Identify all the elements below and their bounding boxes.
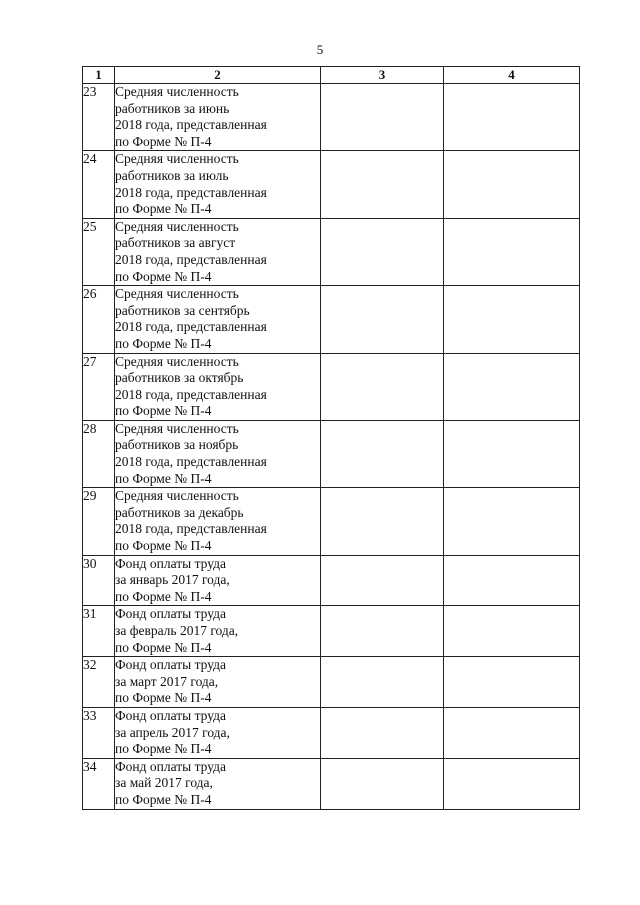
description-line: за февраль 2017 года, (115, 623, 239, 638)
row-description (115, 606, 321, 657)
cell-col-3 (321, 151, 444, 218)
description-line: работников за декабрь (115, 504, 244, 520)
description-line: работников за ноябрь (115, 437, 239, 453)
table-row (83, 657, 580, 708)
cell-col-3 (321, 758, 444, 809)
cell-col-4 (444, 218, 580, 285)
cell-col-4 (444, 488, 580, 555)
table-row (83, 488, 580, 555)
description-line: по Форме № П-4 (115, 133, 212, 149)
description-line: Фонд оплаты труда (115, 555, 226, 571)
cell-col-3 (321, 353, 444, 420)
description-line: работников за июнь (115, 100, 230, 116)
description-line: Фонд оплаты труда (115, 657, 226, 673)
row-number: 30 (83, 555, 115, 606)
description-line: по Форме № П-4 (115, 201, 212, 217)
table-row (83, 286, 580, 353)
description-line: за январь 2017 года, (115, 572, 230, 588)
table-row (83, 758, 580, 809)
description-line: по Форме № П-4 (115, 791, 212, 807)
cell-col-4 (444, 606, 580, 657)
description-line: 2018 года, представленная (115, 319, 267, 335)
cell-col-3 (321, 488, 444, 555)
row-description (115, 151, 321, 218)
cell-col-4 (444, 420, 580, 487)
description-line: работников за сентябрь (115, 302, 250, 318)
description-line: Средняя численность (115, 151, 239, 167)
row-description (115, 218, 321, 285)
cell-col-3 (321, 84, 444, 151)
row-number: 34 (83, 758, 115, 809)
description-line: 2018 года, представленная (115, 454, 267, 470)
description-line: по Форме № П-4 (115, 335, 212, 351)
description-line: Средняя численность (115, 84, 239, 99)
table-row (83, 606, 580, 657)
table-body (83, 84, 580, 810)
cell-col-3 (321, 707, 444, 758)
description-line: работников за июль (115, 167, 229, 183)
cell-col-4 (444, 84, 580, 151)
description-line: за апрель 2017 года, (115, 724, 230, 740)
description-line: Фонд оплаты труда (115, 707, 226, 723)
description-line: 2018 года, представленная (115, 117, 267, 133)
description-line: Средняя численность (115, 218, 239, 234)
row-number: 29 (83, 488, 115, 555)
description-line: за май 2017 года, (115, 775, 213, 791)
row-description (115, 657, 321, 708)
table-row (83, 151, 580, 218)
row-description (115, 286, 321, 353)
cell-col-4 (444, 555, 580, 606)
description-line: 2018 года, представленная (115, 184, 267, 200)
cell-col-3 (321, 286, 444, 353)
row-number: 28 (83, 420, 115, 487)
description-line: за март 2017 года, (115, 673, 219, 689)
cell-col-3 (321, 420, 444, 487)
row-number: 32 (83, 657, 115, 708)
description-line: 2018 года, представленная (115, 251, 267, 267)
description-line: Средняя численность (115, 420, 239, 436)
row-description (115, 758, 321, 809)
header-col-1: 1 (83, 67, 115, 84)
cell-col-4 (444, 657, 580, 708)
row-number: 25 (83, 218, 115, 285)
description-line: 2018 года, представленная (115, 386, 267, 402)
cell-col-4 (444, 758, 580, 809)
description-line: 2018 года, представленная (115, 521, 267, 537)
row-description (115, 707, 321, 758)
description-line: по Форме № П-4 (115, 470, 212, 486)
table-row (83, 353, 580, 420)
page-number: 5 (316, 42, 324, 57)
table-row (83, 420, 580, 487)
cell-col-3 (321, 555, 444, 606)
table-header-row (83, 67, 580, 84)
row-description (115, 420, 321, 487)
row-number: 33 (83, 707, 115, 758)
table-row (83, 707, 580, 758)
table-row (83, 218, 580, 285)
description-line: по Форме № П-4 (115, 588, 212, 604)
description-line: Средняя численность (115, 286, 239, 302)
cell-col-3 (321, 606, 444, 657)
description-line: работников за август (115, 235, 236, 251)
description-line: по Форме № П-4 (115, 690, 212, 706)
description-line: Фонд оплаты труда (115, 758, 226, 774)
header-col-2: 2 (115, 67, 321, 84)
row-number: 23 (83, 84, 115, 151)
row-description (115, 353, 321, 420)
row-number: 26 (83, 286, 115, 353)
description-line: по Форме № П-4 (115, 403, 212, 419)
description-line: Средняя численность (115, 353, 239, 369)
description-line: по Форме № П-4 (115, 538, 212, 554)
cell-col-3 (321, 218, 444, 285)
row-description (115, 488, 321, 555)
header-col-4: 4 (444, 67, 580, 84)
table-row (83, 555, 580, 606)
cell-col-4 (444, 286, 580, 353)
cell-col-4 (444, 353, 580, 420)
description-line: по Форме № П-4 (115, 268, 212, 284)
row-number: 24 (83, 151, 115, 218)
row-description (115, 555, 321, 606)
cell-col-4 (444, 151, 580, 218)
description-line: Средняя численность (115, 488, 239, 504)
data-table (82, 66, 580, 810)
table-row (83, 84, 580, 151)
cell-col-3 (321, 657, 444, 708)
description-line: работников за октябрь (115, 370, 244, 386)
row-number: 27 (83, 353, 115, 420)
row-description (115, 84, 321, 151)
description-line: по Форме № П-4 (115, 639, 212, 655)
cell-col-4 (444, 707, 580, 758)
description-line: по Форме № П-4 (115, 741, 212, 757)
header-col-3: 3 (321, 67, 444, 84)
row-number: 31 (83, 606, 115, 657)
description-line: Фонд оплаты труда (115, 606, 226, 622)
